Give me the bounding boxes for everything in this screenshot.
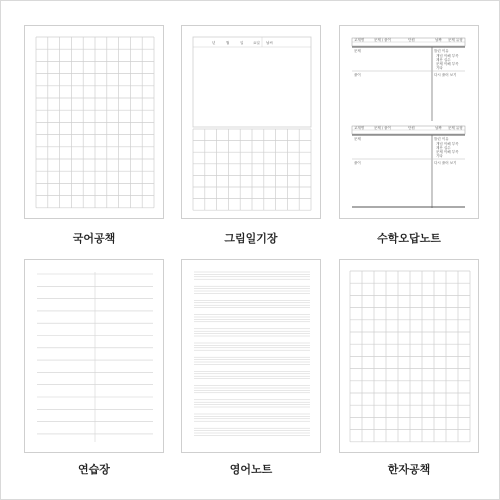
svg-text:단원: 단원 [408, 126, 415, 130]
svg-text:날짜: 날짜 [435, 126, 442, 130]
svg-text:문제 이해 부족: 문제 이해 부족 [436, 62, 459, 66]
hanja-notebook-label[interactable]: 한자공책 [387, 463, 431, 476]
hanja-notebook-thumbnail[interactable] [339, 259, 479, 453]
svg-text:문제 이해 부족: 문제 이해 부족 [436, 150, 459, 154]
math-field-unit: 단원 [408, 38, 415, 42]
math-error-note-page [340, 26, 480, 220]
math-field-textbook: 교재명 [354, 38, 365, 42]
practice-notebook-label[interactable]: 연습장 [78, 463, 110, 476]
diary-field-weekday: 요일 [253, 41, 260, 45]
math-review-label: 다시 풀어 보기 [434, 73, 457, 77]
drawing-diary-label[interactable]: 그림일기장 [224, 232, 278, 245]
english-lined-page [182, 260, 322, 454]
english-notebook-thumbnail[interactable] [181, 259, 321, 453]
hanja-grid-page [340, 260, 480, 454]
practice-notebook-thumbnail[interactable] [24, 259, 164, 453]
korean-grid-page [25, 26, 165, 220]
math-error-note-thumbnail[interactable] [339, 25, 479, 219]
drawing-diary-thumbnail[interactable] [181, 25, 321, 219]
svg-text:기타: 기타 [436, 66, 443, 70]
svg-text:문제 / 풀이: 문제 / 풀이 [374, 126, 391, 130]
svg-text:교재명: 교재명 [354, 126, 365, 130]
diary-field-day: 일 [240, 41, 244, 45]
drawing-diary-page [182, 26, 322, 220]
diary-field-weather: 날씨 [266, 41, 273, 45]
math-error-note-label[interactable]: 수학오답노트 [377, 232, 441, 245]
english-notebook-label[interactable]: 영어노트 [229, 463, 273, 476]
svg-text:틀린 이유: 틀린 이유 [434, 137, 449, 141]
math-field-type: 문제 유형 [448, 38, 463, 42]
svg-text:문제 유형: 문제 유형 [448, 126, 463, 130]
diary-field-month: 월 [226, 41, 230, 45]
svg-text:풀이: 풀이 [354, 161, 361, 165]
math-field-date: 날짜 [435, 38, 442, 42]
math-check-label: 틀린 이유 [434, 49, 449, 53]
svg-text:계산 실수: 계산 실수 [436, 146, 451, 150]
svg-text:문제: 문제 [354, 137, 361, 141]
svg-text:계산 실수: 계산 실수 [436, 58, 451, 62]
svg-text:개념 이해 부족: 개념 이해 부족 [436, 54, 459, 58]
korean-notebook-thumbnail[interactable] [24, 25, 164, 219]
korean-notebook-label[interactable]: 국어공책 [72, 232, 116, 245]
math-solution-label: 풀이 [354, 73, 361, 77]
math-problem-label: 문제 [354, 49, 361, 53]
svg-text:개념 이해 부족: 개념 이해 부족 [436, 142, 459, 146]
math-field-problem: 문제 / 풀이 [374, 38, 391, 42]
svg-text:기타: 기타 [436, 154, 443, 158]
practice-lined-page [25, 260, 165, 454]
svg-text:다시 풀어 보기: 다시 풀어 보기 [434, 161, 457, 165]
diary-field-year: 년 [212, 41, 216, 45]
